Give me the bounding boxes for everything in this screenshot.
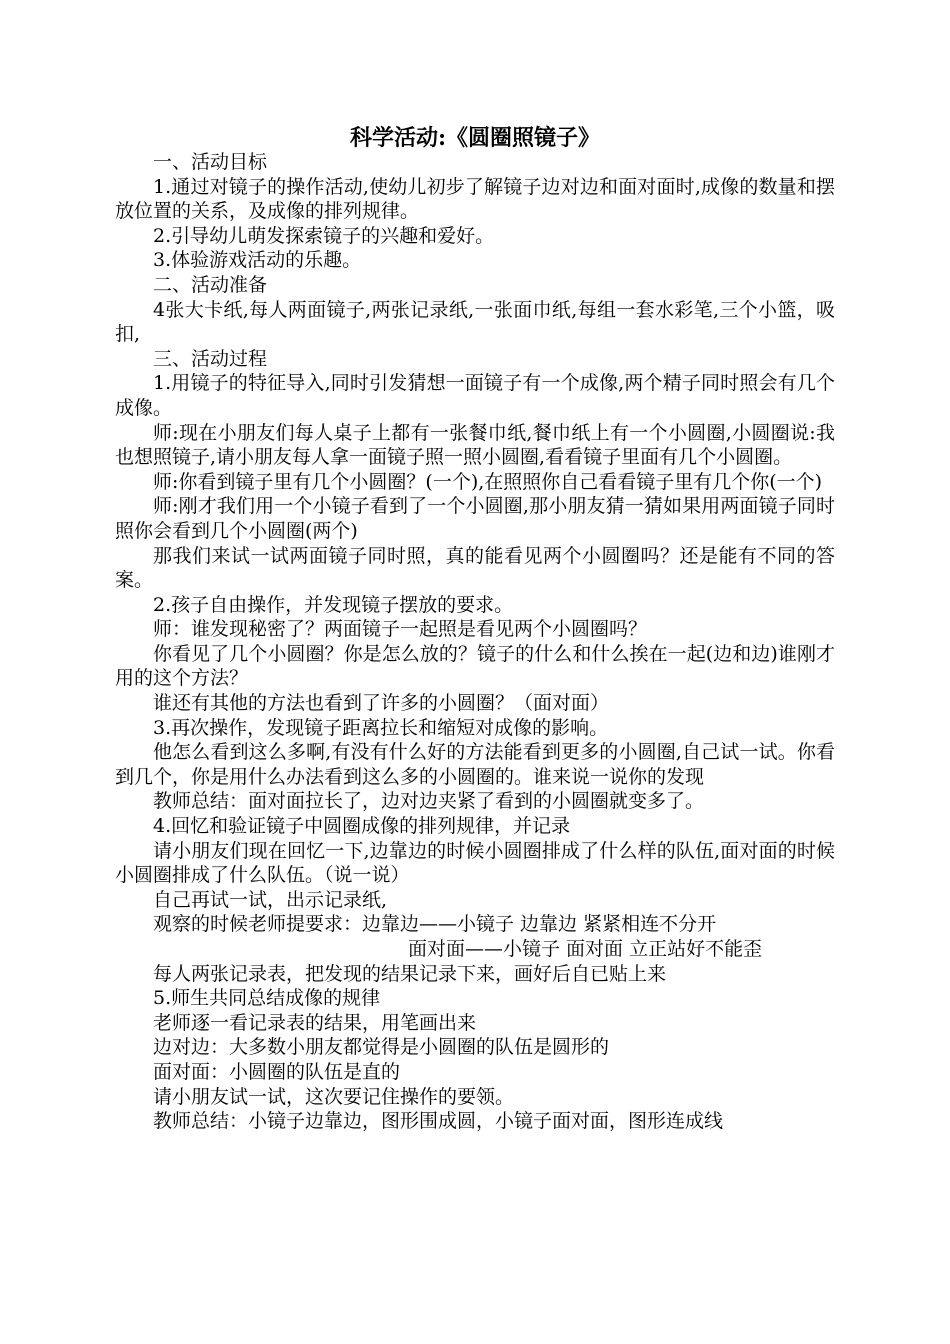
paragraph: 4.回忆和验证镜子中圆圈成像的排列规律，并记录 (153, 815, 571, 838)
paragraph: 谁还有其他的方法也看到了许多的小圆圈？（面对面） (153, 692, 610, 715)
document-title: 科学活动:《圆圈照镜子》 (349, 125, 601, 151)
paragraph: 1.用镜子的特征导入,同时引发猜想一面镜子有一个成像,两个精子同时照会有几个成像。 (115, 372, 835, 419)
document-body (115, 150, 835, 1134)
paragraph: 5.师生共同总结成像的规律 (153, 987, 381, 1010)
section-heading-preparation: 二、活动准备 (153, 273, 268, 296)
paragraph: 3.再次操作，发现镜子距离拉长和缩短对成像的影响。 (153, 716, 609, 739)
paragraph: 观察的时候老师提要求：边靠边——小镜子 边靠边 紧紧相连不分开 (153, 913, 717, 936)
paragraph: 1.通过对镜子的操作活动,使幼儿初步了解镜子边对边和面对面时,成像的数量和摆放位置的关系，及成像的排列规律。 (115, 175, 835, 223)
paragraph: 2.孩子自由操作，并发现镜子摆放的要求。 (153, 593, 514, 616)
paragraph: 请小朋友们现在回忆一下,边靠边的时候小圆圈排成了什么样的队伍,面对面的时候小圆圈排成了什么队伍。（说一说） (115, 839, 835, 887)
paragraph: 面对面：小圆圈的队伍是直的 (153, 1060, 401, 1083)
paragraph: 老师逐一看记录表的结果，用笔画出来 (153, 1011, 477, 1034)
paragraph: 他怎么看到这么多啊,有没有什么好的方法能看到更多的小圆圈,自己试一试。你看到几个，你是用什么办法看到这么多的小圆圈的。谁来说一说你的发现 (115, 741, 835, 788)
paragraph: 2.引导幼儿萌发探索镜子的兴趣和爱好。 (153, 224, 495, 247)
paragraph: 边对边：大多数小朋友都觉得是小圆圈的队伍是圆形的 (153, 1036, 610, 1059)
paragraph: 每人两张记录表，把发现的结果记录下来，画好后自已贴上来 (153, 962, 667, 985)
paragraph: 师：谁发现秘密了？两面镜子一起照是看见两个小圆圈吗？ (153, 618, 648, 641)
paragraph: 自己再试一试，出示记录纸, (153, 888, 388, 911)
paragraph: 师:现在小朋友们每人桌子上都有一张餐巾纸,餐巾纸上有一个小圆圈,小圆圈说:我也想照镜子,请小朋友每人拿一面镜子照一照小圆圈,看看镜子里面有几个小圆圈。 (115, 421, 835, 469)
paragraph: 请小朋友试一试，这次要记住操作的要领。 (153, 1085, 515, 1108)
paragraph: 那我们来试一试两面镜子同时照，真的能看见两个小圆圈吗？还是能有不同的答案。 (115, 544, 835, 592)
paragraph: 4张大卡纸,每人两面镜子,两张记录纸,一张面巾纸,每组一套水彩笔,三个小篮，吸扣, (115, 298, 835, 346)
paragraph: 你看见了几个小圆圈？你是怎么放的？镜子的什么和什么挨在一起(边和边)谁刚才用的这个方法？ (115, 642, 835, 690)
paragraph: 教师总结：面对面拉长了，边对边夹紧了看到的小圆圈就变多了。 (153, 790, 705, 813)
paragraph: 师:刚才我们用一个小镜子看到了一个小圆圈,那小朋友猜一猜如果用两面镜子同时照你会看到几个小圆圈(两个) (115, 495, 835, 542)
section-heading-goals: 一、活动目标 (153, 151, 268, 173)
section-heading-process: 三、活动过程 (153, 347, 268, 370)
paragraph: 面对面——小镜子 面对面 立正站好不能歪 (408, 938, 763, 960)
paragraph: 师:你看到镜子里有几个小圆圈？(一个),在照照你自己看看镜子里有几个你(一个) (153, 470, 823, 493)
paragraph: 教师总结：小镜子边靠边，图形围成圆，小镜子面对面，图形连成线 (153, 1110, 724, 1133)
paragraph: 3.体验游戏活动的乐趣。 (153, 249, 362, 272)
